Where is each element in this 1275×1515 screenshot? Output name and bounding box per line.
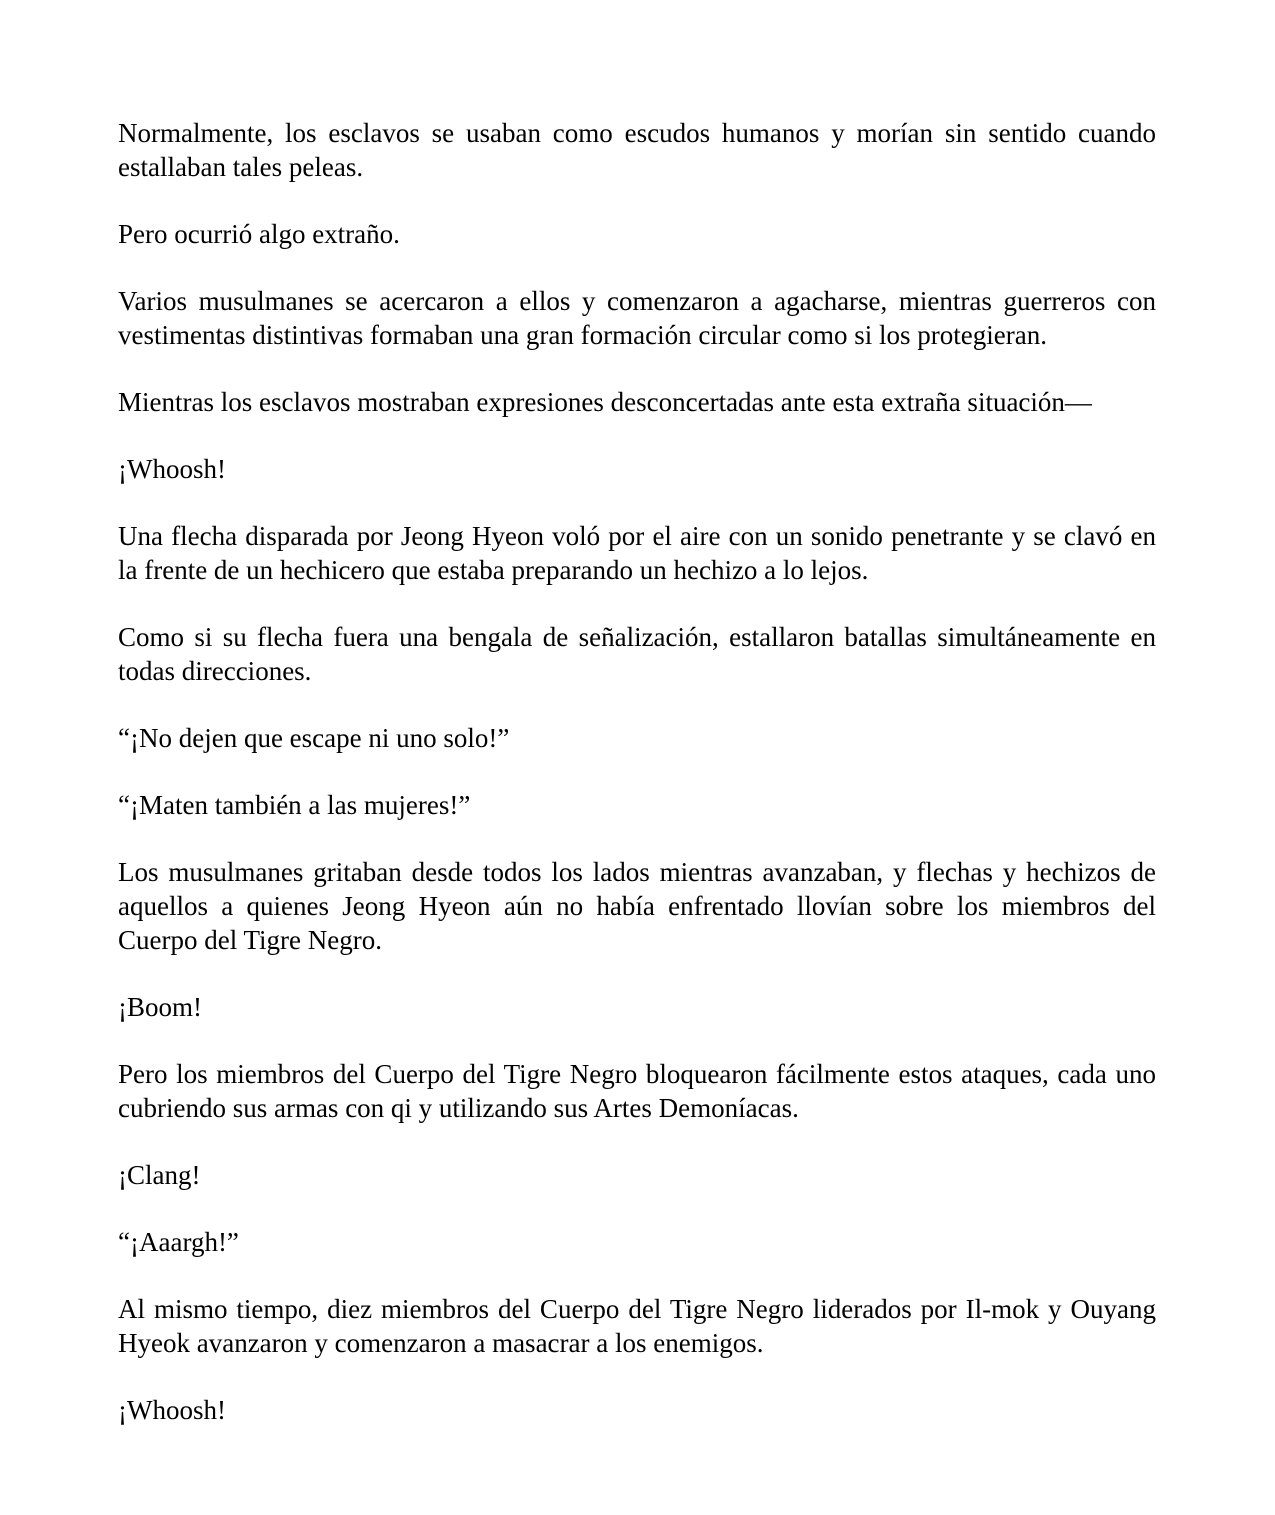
- paragraph-3: Varios musulmanes se acercaron a ellos y comenzaron a agacharse, mientras guerreros con vestimentas distintivas formaban una gran formación circular como si los protegieran.: [118, 286, 1156, 350]
- paragraph-8: “¡No dejen que escape ni uno solo!”: [118, 723, 510, 753]
- document-page: [118, 116, 1156, 1427]
- paragraph-5: ¡Whoosh!: [118, 454, 226, 484]
- paragraph-2: Pero ocurrió algo extraño.: [118, 219, 400, 249]
- paragraph-7: Como si su flecha fuera una bengala de señalización, estallaron batallas simultáneamente en todas direcciones.: [118, 622, 1156, 686]
- paragraph-16: ¡Whoosh!: [118, 1395, 226, 1425]
- paragraph-14: “¡Aaargh!”: [118, 1227, 239, 1257]
- paragraph-12: Pero los miembros del Cuerpo del Tigre Negro bloquearon fácilmente estos ataques, cada uno cubriendo sus armas con qi y utilizando sus Artes Demoníacas.: [118, 1059, 1156, 1123]
- paragraph-4: Mientras los esclavos mostraban expresiones desconcertadas ante esta extraña situación—: [118, 387, 1092, 417]
- paragraph-13: ¡Clang!: [118, 1160, 201, 1190]
- paragraph-6: Una flecha disparada por Jeong Hyeon voló por el aire con un sonido penetrante y se clavó en la frente de un hechicero que estaba preparando un hechizo a lo lejos.: [118, 521, 1156, 585]
- paragraph-9: “¡Maten también a las mujeres!”: [118, 790, 471, 820]
- paragraph-11: ¡Boom!: [118, 992, 202, 1022]
- paragraph-15: Al mismo tiempo, diez miembros del Cuerpo del Tigre Negro liderados por Il-mok y Ouyang Hyeok avanzaron y comenzaron a masacrar a los enemigos.: [118, 1294, 1156, 1358]
- paragraph-10: Los musulmanes gritaban desde todos los lados mientras avanzaban, y flechas y hechizos de aquellos a quienes Jeong Hyeon aún no había enfrentado llovían sobre los miembros del Cuerpo del Tigre Negro.: [118, 857, 1156, 955]
- paragraph-1: Normalmente, los esclavos se usaban como escudos humanos y morían sin sentido cuando estallaban tales peleas.: [118, 118, 1156, 182]
